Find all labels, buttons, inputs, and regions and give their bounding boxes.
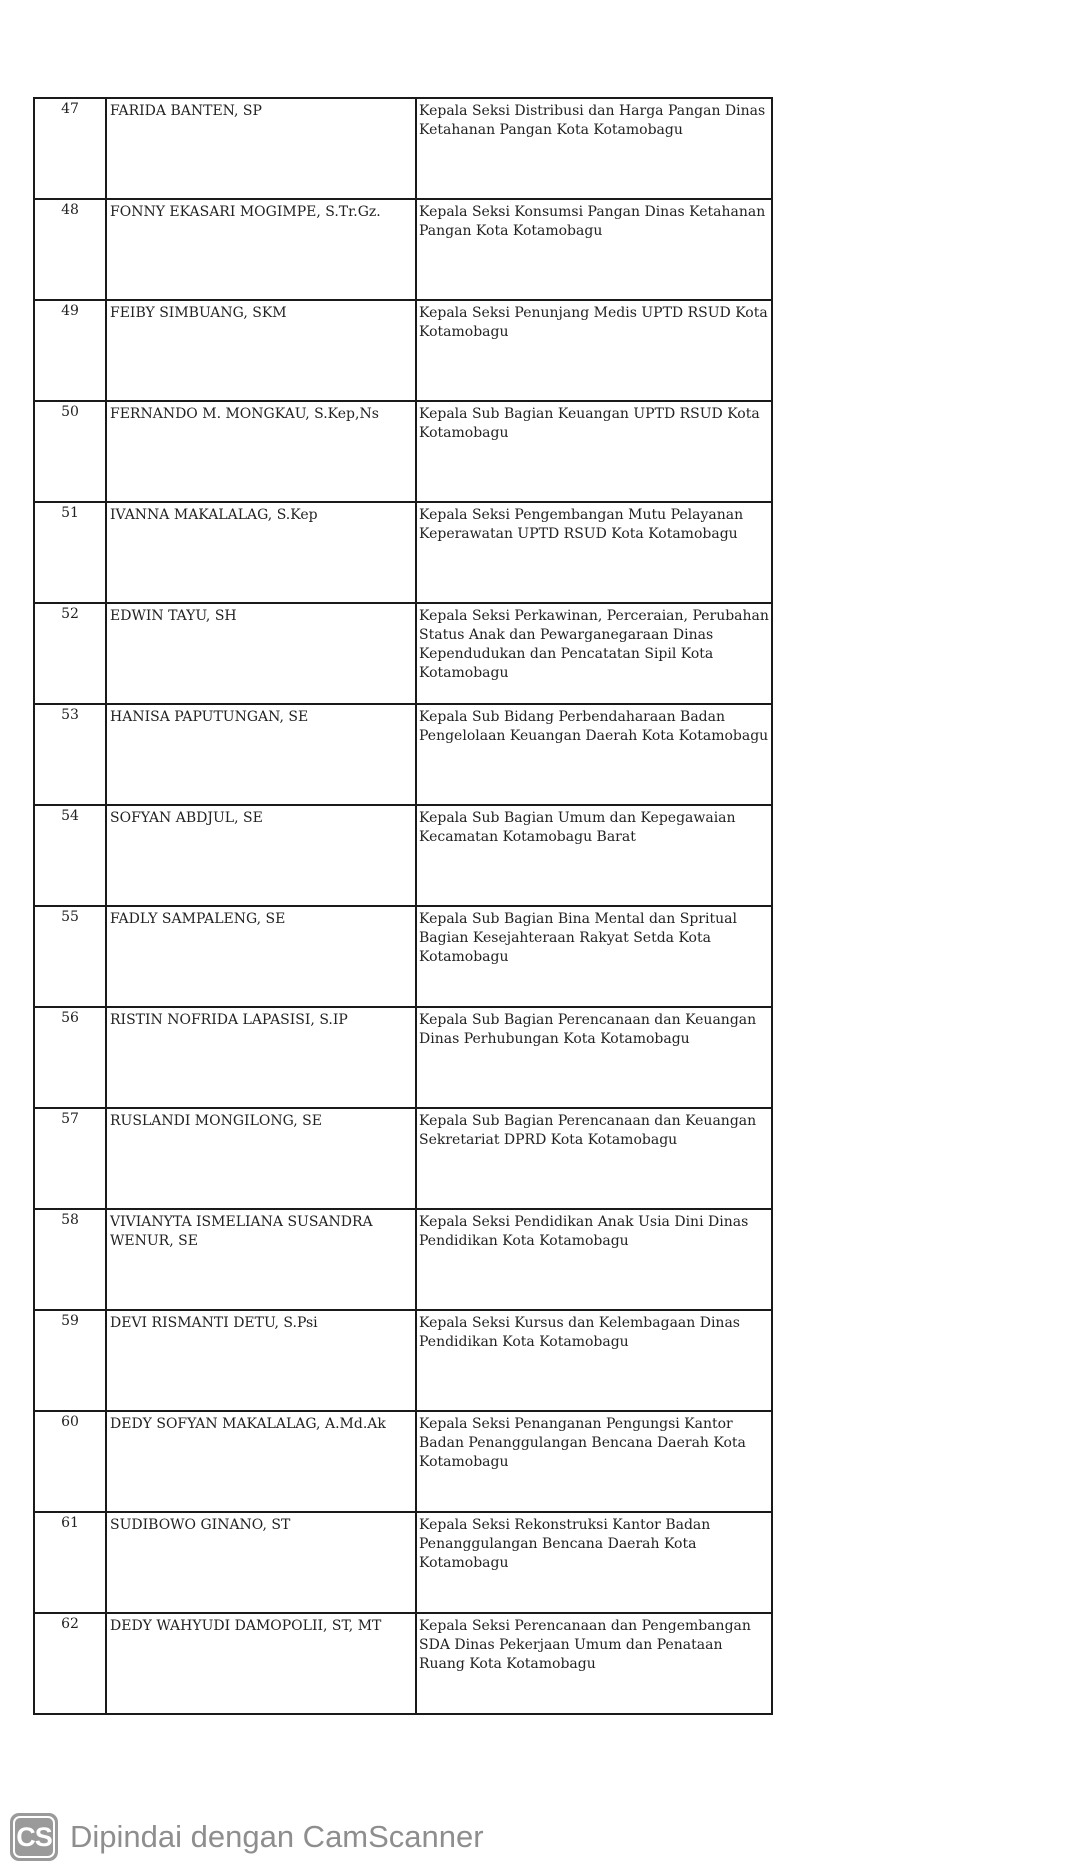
row-number: 51 [34, 502, 106, 603]
officials-table [33, 97, 773, 1715]
row-number: 52 [34, 603, 106, 704]
official-name: SOFYAN ABDJUL, SE [106, 805, 416, 906]
table-row [34, 300, 772, 401]
official-position: Kepala Seksi Perkawinan, Perceraian, Perubahan Status Anak dan Pewarganegaraan Dinas Kependudukan dan Pencatatan Sipil Kota Kotamobagu [416, 603, 772, 704]
official-position: Kepala Seksi Konsumsi Pangan Dinas Ketahanan Pangan Kota Kotamobagu [416, 199, 772, 300]
table-row [34, 1209, 772, 1310]
row-number: 55 [34, 906, 106, 1007]
table-row [34, 1310, 772, 1411]
row-number: 59 [34, 1310, 106, 1411]
row-number: 62 [34, 1613, 106, 1714]
row-number: 61 [34, 1512, 106, 1613]
official-position: Kepala Seksi Perencanaan dan Pengembangan SDA Dinas Pekerjaan Umum dan Penataan Ruang Kota Kotamobagu [416, 1613, 772, 1714]
official-name: IVANNA MAKALALAG, S.Kep [106, 502, 416, 603]
official-name: SUDIBOWO GINANO, ST [106, 1512, 416, 1613]
official-name: HANISA PAPUTUNGAN, SE [106, 704, 416, 805]
table-row [34, 603, 772, 704]
official-position: Kepala Sub Bagian Perencanaan dan Keuangan Dinas Perhubungan Kota Kotamobagu [416, 1007, 772, 1108]
table-row [34, 1411, 772, 1512]
official-name: VIVIANYTA ISMELIANA SUSANDRA WENUR, SE [106, 1209, 416, 1310]
official-position: Kepala Seksi Pendidikan Anak Usia Dini Dinas Pendidikan Kota Kotamobagu [416, 1209, 772, 1310]
table-row [34, 1007, 772, 1108]
table-row [34, 502, 772, 603]
official-name: FARIDA BANTEN, SP [106, 98, 416, 199]
camscanner-watermark [10, 1813, 484, 1861]
row-number: 58 [34, 1209, 106, 1310]
official-position: Kepala Sub Bagian Bina Mental dan Spritual Bagian Kesejahteraan Rakyat Setda Kota Kotamobagu [416, 906, 772, 1007]
table-row [34, 1512, 772, 1613]
official-name: FADLY SAMPALENG, SE [106, 906, 416, 1007]
official-name: DEDY WAHYUDI DAMOPOLII, ST, MT [106, 1613, 416, 1714]
table-row [34, 401, 772, 502]
official-position: Kepala Sub Bidang Perbendaharaan Badan Pengelolaan Keuangan Daerah Kota Kotamobagu [416, 704, 772, 805]
row-number: 54 [34, 805, 106, 906]
official-name: DEVI RISMANTI DETU, S.Psi [106, 1310, 416, 1411]
watermark-text: Dipindai dengan CamScanner [70, 1819, 484, 1854]
official-name: EDWIN TAYU, SH [106, 603, 416, 704]
official-position: Kepala Sub Bagian Umum dan Kepegawaian Kecamatan Kotamobagu Barat [416, 805, 772, 906]
official-position: Kepala Seksi Kursus dan Kelembagaan Dinas Pendidikan Kota Kotamobagu [416, 1310, 772, 1411]
row-number: 57 [34, 1108, 106, 1209]
official-name: RISTIN NOFRIDA LAPASISI, S.IP [106, 1007, 416, 1108]
row-number: 53 [34, 704, 106, 805]
official-position: Kepala Seksi Rekonstruksi Kantor Badan Penanggulangan Bencana Daerah Kota Kotamobagu [416, 1512, 772, 1613]
official-position: Kepala Sub Bagian Perencanaan dan Keuangan Sekretariat DPRD Kota Kotamobagu [416, 1108, 772, 1209]
official-name: DEDY SOFYAN MAKALALAG, A.Md.Ak [106, 1411, 416, 1512]
table-row [34, 1613, 772, 1714]
official-name: FEIBY SIMBUANG, SKM [106, 300, 416, 401]
row-number: 48 [34, 199, 106, 300]
official-name: FERNANDO M. MONGKAU, S.Kep,Ns [106, 401, 416, 502]
table-row [34, 98, 772, 199]
official-name: RUSLANDI MONGILONG, SE [106, 1108, 416, 1209]
table-row [34, 704, 772, 805]
row-number: 49 [34, 300, 106, 401]
official-position: Kepala Seksi Pengembangan Mutu Pelayanan Keperawatan UPTD RSUD Kota Kotamobagu [416, 502, 772, 603]
table-row [34, 805, 772, 906]
official-position: Kepala Seksi Distribusi dan Harga Pangan Dinas Ketahanan Pangan Kota Kotamobagu [416, 98, 772, 199]
row-number: 50 [34, 401, 106, 502]
camscanner-logo-text: CS [13, 1816, 55, 1858]
official-position: Kepala Seksi Penanganan Pengungsi Kantor Badan Penanggulangan Bencana Daerah Kota Kotamobagu [416, 1411, 772, 1512]
row-number: 60 [34, 1411, 106, 1512]
camscanner-logo-icon [10, 1813, 58, 1861]
table-row [34, 1108, 772, 1209]
row-number: 56 [34, 1007, 106, 1108]
official-name: FONNY EKASARI MOGIMPE, S.Tr.Gz. [106, 199, 416, 300]
official-position: Kepala Seksi Penunjang Medis UPTD RSUD Kota Kotamobagu [416, 300, 772, 401]
official-position: Kepala Sub Bagian Keuangan UPTD RSUD Kota Kotamobagu [416, 401, 772, 502]
row-number: 47 [34, 98, 106, 199]
table-row [34, 906, 772, 1007]
officials-table-body [34, 98, 772, 1714]
table-row [34, 199, 772, 300]
